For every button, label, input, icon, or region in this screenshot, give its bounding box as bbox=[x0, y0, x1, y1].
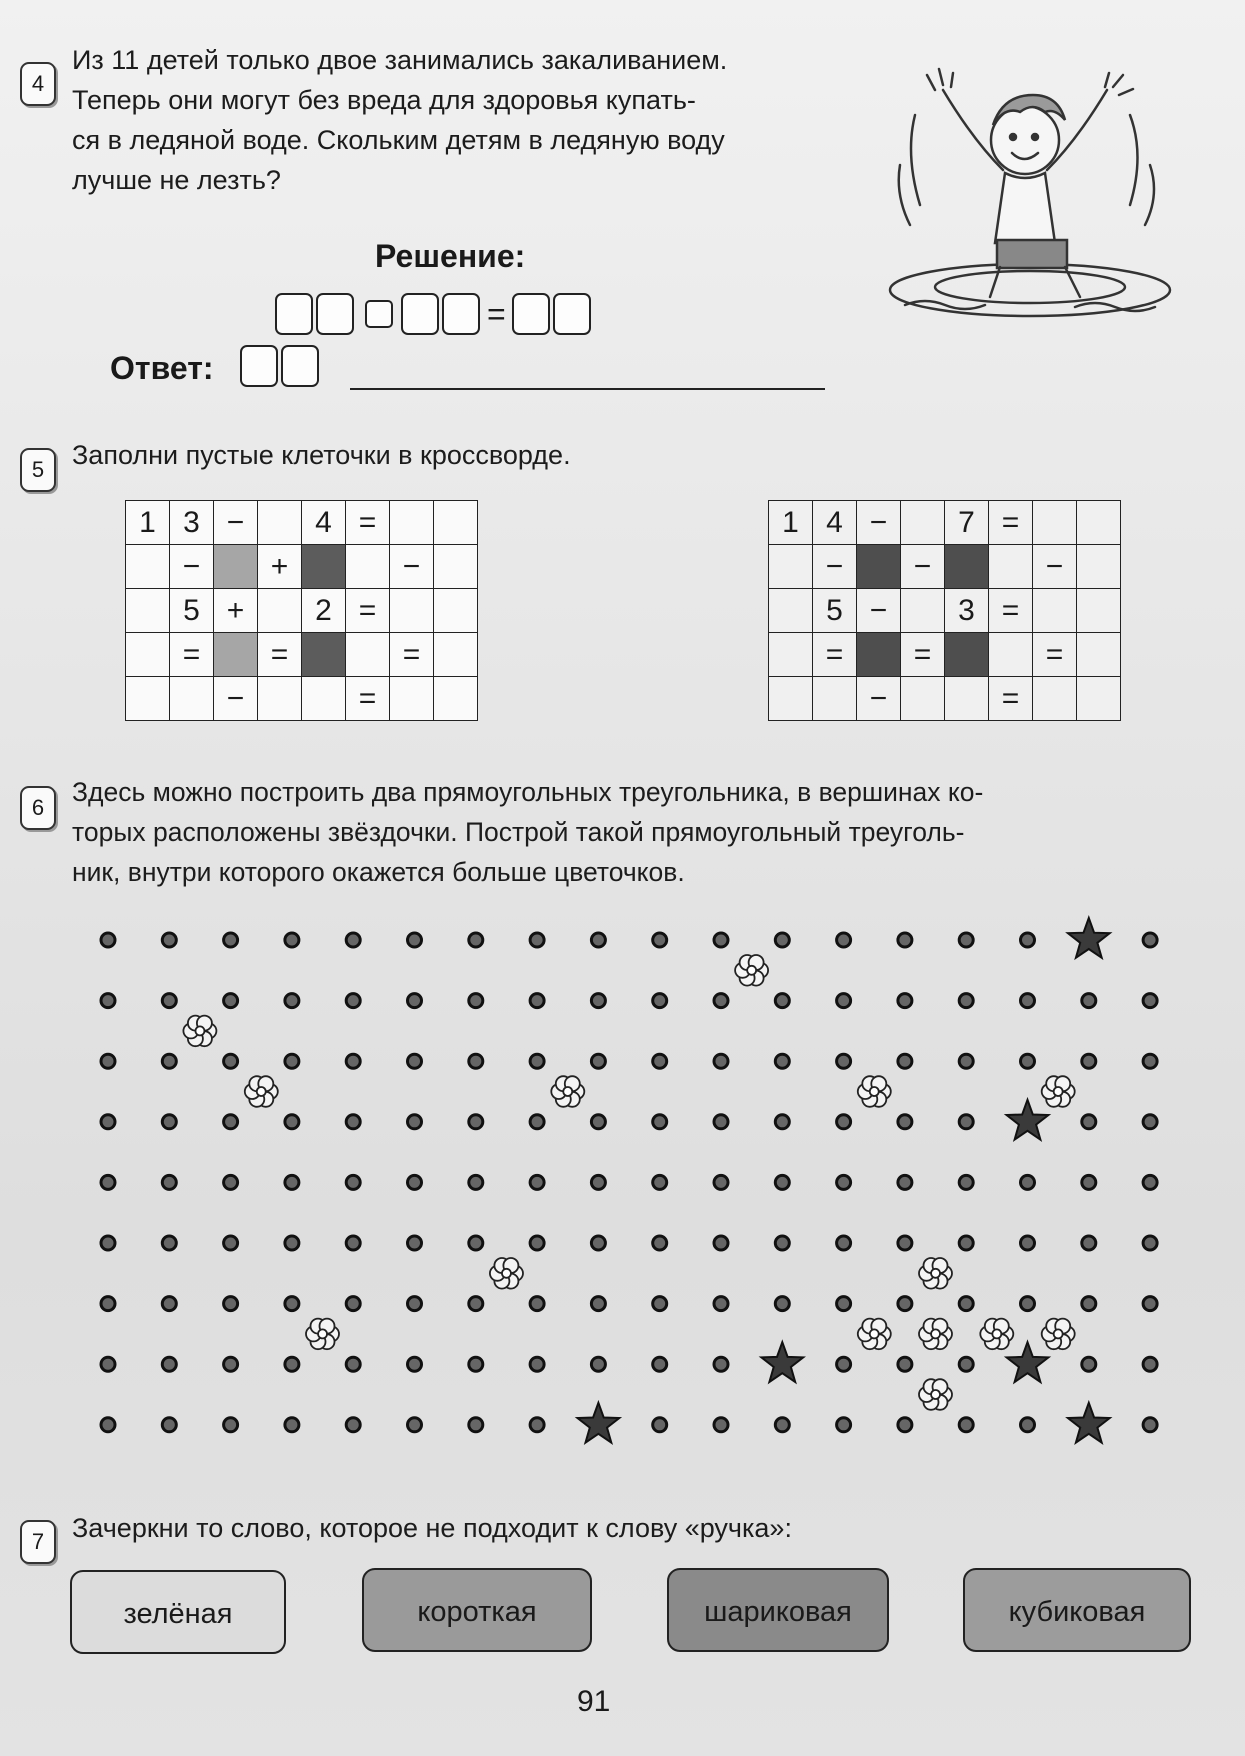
grid-dot[interactable] bbox=[653, 1418, 667, 1432]
grid-dot[interactable] bbox=[591, 1175, 605, 1189]
grid-dot[interactable] bbox=[285, 1175, 299, 1189]
crossword-cell: = bbox=[901, 633, 945, 677]
grid-dot[interactable] bbox=[591, 933, 605, 947]
grid-dot[interactable] bbox=[898, 1054, 912, 1068]
crossword-cell: = bbox=[170, 633, 214, 677]
grid-dot[interactable] bbox=[224, 1054, 238, 1068]
grid-dot[interactable] bbox=[530, 994, 544, 1008]
grid-dot[interactable] bbox=[1082, 1297, 1096, 1311]
grid-dot[interactable] bbox=[469, 1418, 483, 1432]
grid-dot[interactable] bbox=[224, 1357, 238, 1371]
grid-dot[interactable] bbox=[837, 994, 851, 1008]
grid-dot[interactable] bbox=[714, 1054, 728, 1068]
grid-dot[interactable] bbox=[837, 1236, 851, 1250]
word-option[interactable]: короткая bbox=[362, 1568, 592, 1652]
grid-dot[interactable] bbox=[837, 1175, 851, 1189]
grid-dot[interactable] bbox=[1021, 1418, 1035, 1432]
grid-dot[interactable] bbox=[959, 1297, 973, 1311]
grid-dot[interactable] bbox=[1143, 1297, 1157, 1311]
crossword-cell: = bbox=[989, 677, 1033, 721]
grid-dot[interactable] bbox=[959, 1115, 973, 1129]
crossword-cell: 3 bbox=[945, 589, 989, 633]
star-icon[interactable] bbox=[1007, 1342, 1049, 1382]
grid-dot[interactable] bbox=[653, 1175, 667, 1189]
grid-dot[interactable] bbox=[837, 1115, 851, 1129]
grid-dot[interactable] bbox=[408, 1418, 422, 1432]
grid-dot[interactable] bbox=[898, 994, 912, 1008]
grid-dot[interactable] bbox=[346, 1297, 360, 1311]
grid-dot[interactable] bbox=[837, 1418, 851, 1432]
grid-dot[interactable] bbox=[959, 1357, 973, 1371]
grid-dot[interactable] bbox=[898, 1175, 912, 1189]
grid-dot[interactable] bbox=[1082, 1175, 1096, 1189]
grid-dot[interactable] bbox=[591, 1297, 605, 1311]
grid-dot[interactable] bbox=[1143, 1175, 1157, 1189]
flower-icon bbox=[858, 1319, 891, 1350]
grid-dot[interactable] bbox=[101, 1357, 115, 1371]
flower-icon bbox=[551, 1076, 584, 1107]
grid-dot[interactable] bbox=[714, 933, 728, 947]
crossword-cell: = bbox=[346, 501, 390, 545]
star-icon[interactable] bbox=[1068, 918, 1110, 958]
grid-dot[interactable] bbox=[1082, 1054, 1096, 1068]
grid-dot[interactable] bbox=[591, 1115, 605, 1129]
grid-dot[interactable] bbox=[1143, 1054, 1157, 1068]
grid-dot[interactable] bbox=[346, 1236, 360, 1250]
grid-dot[interactable] bbox=[101, 1175, 115, 1189]
grid-dot[interactable] bbox=[469, 1236, 483, 1250]
crossword-cell: + bbox=[214, 589, 258, 633]
crossword-cell: − bbox=[857, 589, 901, 633]
grid-dot[interactable] bbox=[285, 1357, 299, 1371]
flower-icon bbox=[306, 1319, 339, 1350]
grid-dot[interactable] bbox=[530, 1418, 544, 1432]
crossword-cell: 5 bbox=[170, 589, 214, 633]
grid-dot[interactable] bbox=[1143, 1115, 1157, 1129]
grid-dot[interactable] bbox=[101, 994, 115, 1008]
crossword-cell: − bbox=[813, 545, 857, 589]
grid-dot[interactable] bbox=[101, 1297, 115, 1311]
grid-dot[interactable] bbox=[224, 1297, 238, 1311]
crossword-cell: + bbox=[258, 545, 302, 589]
grid-dot[interactable] bbox=[714, 1115, 728, 1129]
task4-line: лучше не лезть? bbox=[72, 165, 281, 195]
grid-dot[interactable] bbox=[653, 1357, 667, 1371]
grid-dot[interactable] bbox=[285, 994, 299, 1008]
grid-dot[interactable] bbox=[591, 1054, 605, 1068]
star-icon[interactable] bbox=[578, 1403, 620, 1443]
grid-dot[interactable] bbox=[285, 1115, 299, 1129]
grid-dot[interactable] bbox=[775, 1297, 789, 1311]
grid-dot[interactable] bbox=[959, 1418, 973, 1432]
task6-line: торых расположены звёздочки. Построй такой прямоугольный треуголь- bbox=[72, 817, 965, 847]
task-number-6: 6 bbox=[20, 786, 56, 830]
flower-icon bbox=[919, 1258, 952, 1289]
grid-dot[interactable] bbox=[898, 1297, 912, 1311]
crossword-cell: 1 bbox=[126, 501, 170, 545]
flower-icon bbox=[183, 1016, 216, 1047]
grid-dot[interactable] bbox=[101, 1418, 115, 1432]
grid-dot[interactable] bbox=[1143, 994, 1157, 1008]
grid-dot[interactable] bbox=[469, 1297, 483, 1311]
crossword-cell: − bbox=[214, 677, 258, 721]
crossword-cell: 4 bbox=[813, 501, 857, 545]
crossword-cell: − bbox=[214, 501, 258, 545]
grid-dot[interactable] bbox=[408, 1357, 422, 1371]
flower-icon bbox=[735, 955, 768, 986]
grid-dot[interactable] bbox=[714, 1297, 728, 1311]
flower-icon bbox=[1042, 1076, 1075, 1107]
grid-dot[interactable] bbox=[346, 1175, 360, 1189]
grid-dot[interactable] bbox=[469, 994, 483, 1008]
grid-dot[interactable] bbox=[591, 1357, 605, 1371]
grid-dot[interactable] bbox=[408, 994, 422, 1008]
grid-dot[interactable] bbox=[837, 1297, 851, 1311]
grid-dot[interactable] bbox=[959, 1175, 973, 1189]
flower-icon bbox=[980, 1319, 1013, 1350]
flower-icon bbox=[1042, 1319, 1075, 1350]
star-icon[interactable] bbox=[1007, 1100, 1049, 1140]
crossword-cell: 5 bbox=[813, 589, 857, 633]
crossword-cell: − bbox=[857, 501, 901, 545]
grid-dot[interactable] bbox=[775, 994, 789, 1008]
grid-dot[interactable] bbox=[285, 1054, 299, 1068]
grid-dot[interactable] bbox=[1082, 1115, 1096, 1129]
grid-dot[interactable] bbox=[346, 1418, 360, 1432]
grid-dot[interactable] bbox=[530, 1175, 544, 1189]
grid-dot[interactable] bbox=[469, 1115, 483, 1129]
grid-dot[interactable] bbox=[408, 1236, 422, 1250]
grid-dot[interactable] bbox=[837, 933, 851, 947]
grid-dot[interactable] bbox=[408, 933, 422, 947]
grid-dot[interactable] bbox=[530, 1054, 544, 1068]
word-option[interactable]: зелёная bbox=[70, 1570, 286, 1654]
grid-dot[interactable] bbox=[653, 933, 667, 947]
flower-icon bbox=[858, 1076, 891, 1107]
grid-dot[interactable] bbox=[898, 1236, 912, 1250]
crossword-cell: 3 bbox=[170, 501, 214, 545]
grid-dot[interactable] bbox=[898, 1418, 912, 1432]
crossword-cell: = bbox=[813, 633, 857, 677]
grid-dot[interactable] bbox=[1021, 994, 1035, 1008]
crossword-cell: 4 bbox=[302, 501, 346, 545]
grid-dot[interactable] bbox=[469, 1054, 483, 1068]
grid-dot[interactable] bbox=[1143, 1236, 1157, 1250]
grid-dot[interactable] bbox=[162, 1175, 176, 1189]
grid-dot[interactable] bbox=[408, 1175, 422, 1189]
crossword-cell: = bbox=[258, 633, 302, 677]
crossword-cell: 2 bbox=[302, 589, 346, 633]
grid-dot[interactable] bbox=[101, 1115, 115, 1129]
grid-dot[interactable] bbox=[346, 994, 360, 1008]
grid-dot[interactable] bbox=[162, 1297, 176, 1311]
answer-label: Ответ: bbox=[110, 350, 214, 386]
grid-dot[interactable] bbox=[959, 1236, 973, 1250]
flower-icon bbox=[919, 1319, 952, 1350]
task4-line: Из 11 детей только двое занимались закаливанием. bbox=[72, 45, 728, 75]
grid-dot[interactable] bbox=[162, 994, 176, 1008]
crossword-cell: = bbox=[1033, 633, 1077, 677]
equals-sign: = bbox=[487, 295, 506, 332]
grid-dot[interactable] bbox=[346, 933, 360, 947]
task7-text: Зачеркни то слово, которое не подходит к слову «ручка»: bbox=[72, 1513, 792, 1543]
crossword-cell: = bbox=[989, 501, 1033, 545]
grid-dot[interactable] bbox=[530, 1115, 544, 1129]
task6-line: ник, внутри которого окажется больше цветочков. bbox=[72, 857, 685, 887]
task6-line: Здесь можно построить два прямоугольных треугольника, в вершинах ко- bbox=[72, 777, 984, 807]
grid-dot[interactable] bbox=[837, 1054, 851, 1068]
crossword-cell: − bbox=[901, 545, 945, 589]
grid-dot[interactable] bbox=[775, 1175, 789, 1189]
grid-dot[interactable] bbox=[162, 1115, 176, 1129]
crossword-cell: − bbox=[1033, 545, 1077, 589]
grid-dot[interactable] bbox=[714, 994, 728, 1008]
grid-dot[interactable] bbox=[714, 1175, 728, 1189]
task4-line: Теперь они могут без вреда для здоровья купать- bbox=[72, 85, 696, 115]
grid-dot[interactable] bbox=[469, 1357, 483, 1371]
solution-label: Решение: bbox=[375, 238, 526, 274]
grid-dot[interactable] bbox=[653, 1115, 667, 1129]
word-option[interactable]: кубиковая bbox=[963, 1568, 1191, 1652]
grid-dot[interactable] bbox=[162, 933, 176, 947]
flower-icon bbox=[245, 1076, 278, 1107]
grid-dot[interactable] bbox=[224, 994, 238, 1008]
grid-dot[interactable] bbox=[224, 1418, 238, 1432]
grid-dot[interactable] bbox=[653, 1297, 667, 1311]
grid-dot[interactable] bbox=[346, 1115, 360, 1129]
grid-dot[interactable] bbox=[224, 933, 238, 947]
grid-dot[interactable] bbox=[1021, 1054, 1035, 1068]
grid-dot[interactable] bbox=[101, 1054, 115, 1068]
grid-dot[interactable] bbox=[775, 1418, 789, 1432]
grid-dot[interactable] bbox=[530, 933, 544, 947]
grid-dot[interactable] bbox=[224, 1115, 238, 1129]
flower-icon bbox=[490, 1258, 523, 1289]
grid-dot[interactable] bbox=[162, 1357, 176, 1371]
grid-dot[interactable] bbox=[1143, 1418, 1157, 1432]
grid-dot[interactable] bbox=[346, 1357, 360, 1371]
grid-dot[interactable] bbox=[837, 1357, 851, 1371]
star-icon[interactable] bbox=[1068, 1403, 1110, 1443]
grid-dot[interactable] bbox=[775, 1236, 789, 1250]
grid-dot[interactable] bbox=[653, 994, 667, 1008]
crossword-cell: − bbox=[170, 545, 214, 589]
grid-dot[interactable] bbox=[714, 1357, 728, 1371]
grid-dot[interactable] bbox=[775, 1054, 789, 1068]
grid-dot[interactable] bbox=[224, 1236, 238, 1250]
grid-dot[interactable] bbox=[591, 1236, 605, 1250]
word-option[interactable]: шариковая bbox=[667, 1568, 889, 1652]
task-number-4: 4 bbox=[20, 62, 56, 106]
crossword-cell: 1 bbox=[769, 501, 813, 545]
grid-dot[interactable] bbox=[408, 1297, 422, 1311]
grid-dot[interactable] bbox=[530, 1357, 544, 1371]
grid-dot[interactable] bbox=[959, 994, 973, 1008]
crossword-cell: = bbox=[346, 589, 390, 633]
grid-dot[interactable] bbox=[653, 1054, 667, 1068]
grid-dot[interactable] bbox=[591, 994, 605, 1008]
grid-dot[interactable] bbox=[714, 1236, 728, 1250]
grid-dot[interactable] bbox=[1082, 1236, 1096, 1250]
crossword-cell: − bbox=[390, 545, 434, 589]
task-number-5: 5 bbox=[20, 448, 56, 492]
grid-dot[interactable] bbox=[285, 1418, 299, 1432]
grid-dot[interactable] bbox=[162, 1236, 176, 1250]
grid-dot[interactable] bbox=[1021, 1297, 1035, 1311]
grid-dot[interactable] bbox=[1021, 1175, 1035, 1189]
grid-dot[interactable] bbox=[775, 1115, 789, 1129]
grid-dot[interactable] bbox=[1143, 933, 1157, 947]
page-number: 91 bbox=[577, 1685, 611, 1718]
grid-dot[interactable] bbox=[898, 933, 912, 947]
grid-dot[interactable] bbox=[408, 1054, 422, 1068]
star-icon[interactable] bbox=[761, 1342, 803, 1382]
task-number-7: 7 bbox=[20, 1520, 56, 1564]
grid-dot[interactable] bbox=[898, 1357, 912, 1371]
crossword-cell: − bbox=[857, 677, 901, 721]
grid-dot[interactable] bbox=[408, 1115, 422, 1129]
crossword-cell: = bbox=[346, 677, 390, 721]
grid-dot[interactable] bbox=[530, 1236, 544, 1250]
grid-dot[interactable] bbox=[1021, 933, 1035, 947]
grid-dot[interactable] bbox=[285, 1297, 299, 1311]
grid-dot[interactable] bbox=[1082, 1357, 1096, 1371]
grid-dot[interactable] bbox=[959, 933, 973, 947]
grid-dot[interactable] bbox=[162, 1054, 176, 1068]
grid-dot[interactable] bbox=[101, 933, 115, 947]
grid-dot[interactable] bbox=[775, 933, 789, 947]
grid-dot[interactable] bbox=[469, 933, 483, 947]
grid-dot[interactable] bbox=[469, 1175, 483, 1189]
task4-line: ся в ледяной воде. Скольким детям в ледяную воду bbox=[72, 125, 725, 155]
task5-text: Заполни пустые клеточки в кроссворде. bbox=[72, 440, 571, 470]
flower-icon bbox=[919, 1379, 952, 1410]
grid-dot[interactable] bbox=[898, 1115, 912, 1129]
grid-dot[interactable] bbox=[1021, 1236, 1035, 1250]
crossword-cell: = bbox=[390, 633, 434, 677]
grid-dot[interactable] bbox=[959, 1054, 973, 1068]
grid-dot[interactable] bbox=[101, 1236, 115, 1250]
grid-dot[interactable] bbox=[1143, 1357, 1157, 1371]
grid-dot[interactable] bbox=[653, 1236, 667, 1250]
grid-dot[interactable] bbox=[285, 1236, 299, 1250]
grid-dot[interactable] bbox=[162, 1418, 176, 1432]
grid-dot[interactable] bbox=[1082, 994, 1096, 1008]
grid-dot[interactable] bbox=[530, 1297, 544, 1311]
crossword-cell: 7 bbox=[945, 501, 989, 545]
grid-dot[interactable] bbox=[714, 1418, 728, 1432]
grid-dot[interactable] bbox=[346, 1054, 360, 1068]
crossword-cell: = bbox=[989, 589, 1033, 633]
grid-dot[interactable] bbox=[285, 933, 299, 947]
grid-dot[interactable] bbox=[224, 1175, 238, 1189]
